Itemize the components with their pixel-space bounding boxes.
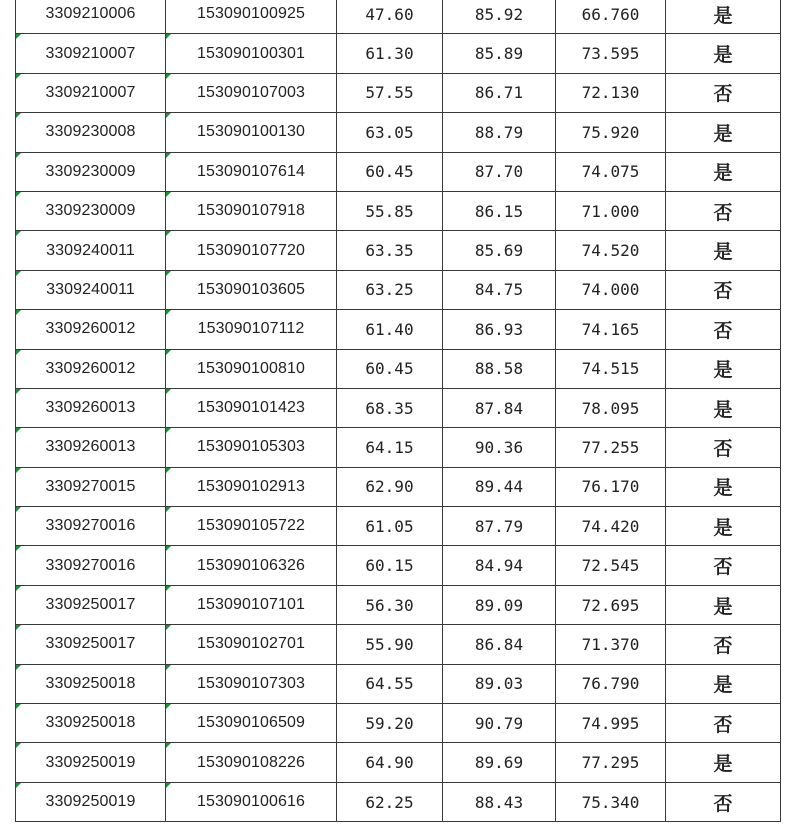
cell-flag[interactable]: 是 (666, 743, 781, 782)
cell-score-b[interactable]: 85.89 (443, 34, 556, 73)
cell-candidate-id[interactable]: 153090107101 (166, 585, 337, 624)
cell-flag[interactable]: 是 (666, 467, 781, 506)
cell-code[interactable]: 3309250018 (16, 704, 166, 743)
cell-score-a[interactable]: 61.40 (337, 310, 443, 349)
table-row (16, 782, 781, 821)
cell-total[interactable]: 74.075 (556, 152, 666, 191)
table-row (16, 73, 781, 112)
cell-total[interactable]: 74.000 (556, 270, 666, 309)
cell-code[interactable]: 3309260013 (16, 388, 166, 427)
cell-total[interactable]: 77.295 (556, 743, 666, 782)
cell-code[interactable]: 3309260012 (16, 349, 166, 388)
cell-score-b[interactable]: 85.69 (443, 231, 556, 270)
cell-total[interactable]: 76.790 (556, 664, 666, 703)
cell-score-b[interactable]: 84.94 (443, 546, 556, 585)
cell-candidate-id[interactable]: 153090107112 (166, 310, 337, 349)
cell-score-a[interactable]: 63.35 (337, 231, 443, 270)
cell-flag[interactable]: 否 (666, 428, 781, 467)
cell-code[interactable]: 3309250017 (16, 585, 166, 624)
cell-total[interactable]: 77.255 (556, 428, 666, 467)
cell-score-a[interactable]: 47.60 (337, 0, 443, 34)
table-row (16, 0, 781, 34)
cell-score-a[interactable]: 61.05 (337, 507, 443, 546)
cell-code[interactable]: 3309230009 (16, 191, 166, 230)
cell-flag[interactable]: 是 (666, 0, 781, 34)
cell-total[interactable]: 72.130 (556, 73, 666, 112)
cell-candidate-id[interactable]: 153090100301 (166, 34, 337, 73)
cell-total[interactable]: 72.545 (556, 546, 666, 585)
cell-score-b[interactable]: 90.36 (443, 428, 556, 467)
cell-flag[interactable]: 否 (666, 191, 781, 230)
table-row (16, 428, 781, 467)
cell-score-b[interactable]: 87.84 (443, 388, 556, 427)
cell-total[interactable]: 74.520 (556, 231, 666, 270)
cell-code[interactable]: 3309260012 (16, 310, 166, 349)
cell-flag[interactable]: 是 (666, 113, 781, 152)
table-row (16, 191, 781, 230)
cell-score-a[interactable]: 60.45 (337, 349, 443, 388)
cell-candidate-id[interactable]: 153090107918 (166, 191, 337, 230)
cell-candidate-id[interactable]: 153090100810 (166, 349, 337, 388)
cell-score-b[interactable]: 87.70 (443, 152, 556, 191)
table-row (16, 152, 781, 191)
cell-score-b[interactable]: 86.15 (443, 191, 556, 230)
cell-candidate-id[interactable]: 153090107303 (166, 664, 337, 703)
cell-candidate-id[interactable]: 153090108226 (166, 743, 337, 782)
cell-candidate-id[interactable]: 153090102913 (166, 467, 337, 506)
cell-score-a[interactable]: 59.20 (337, 704, 443, 743)
cell-score-a[interactable]: 55.85 (337, 191, 443, 230)
cell-score-b[interactable]: 86.71 (443, 73, 556, 112)
cell-total[interactable]: 76.170 (556, 467, 666, 506)
cell-code[interactable]: 3309250019 (16, 782, 166, 821)
cell-total[interactable]: 71.370 (556, 625, 666, 664)
cell-score-a[interactable]: 60.45 (337, 152, 443, 191)
table-row (16, 467, 781, 506)
cell-score-b[interactable]: 85.92 (443, 0, 556, 34)
cell-candidate-id[interactable]: 153090105722 (166, 507, 337, 546)
cell-score-a[interactable]: 64.15 (337, 428, 443, 467)
cell-score-a[interactable]: 55.90 (337, 625, 443, 664)
cell-total[interactable]: 74.515 (556, 349, 666, 388)
cell-score-a[interactable]: 60.15 (337, 546, 443, 585)
cell-total[interactable]: 73.595 (556, 34, 666, 73)
cell-score-a[interactable]: 61.30 (337, 34, 443, 73)
cell-score-b[interactable]: 88.79 (443, 113, 556, 152)
cell-flag[interactable]: 是 (666, 664, 781, 703)
cell-candidate-id[interactable]: 153090105303 (166, 428, 337, 467)
cell-code[interactable]: 3309210007 (16, 34, 166, 73)
table-row (16, 349, 781, 388)
cell-total[interactable]: 75.920 (556, 113, 666, 152)
table-row (16, 310, 781, 349)
cell-flag[interactable]: 是 (666, 585, 781, 624)
cell-score-b[interactable]: 90.79 (443, 704, 556, 743)
cell-score-a[interactable]: 64.55 (337, 664, 443, 703)
cell-score-b[interactable]: 87.79 (443, 507, 556, 546)
cell-score-a[interactable]: 62.25 (337, 782, 443, 821)
cell-flag[interactable]: 否 (666, 270, 781, 309)
cell-candidate-id[interactable]: 153090100616 (166, 782, 337, 821)
cell-flag[interactable]: 是 (666, 388, 781, 427)
cell-flag[interactable]: 否 (666, 625, 781, 664)
cell-code[interactable]: 3309270016 (16, 507, 166, 546)
cell-code[interactable]: 3309250019 (16, 743, 166, 782)
cell-total[interactable]: 75.340 (556, 782, 666, 821)
table-row (16, 113, 781, 152)
cell-total[interactable]: 74.165 (556, 310, 666, 349)
cell-score-b[interactable]: 89.69 (443, 743, 556, 782)
cell-code[interactable]: 3309250018 (16, 664, 166, 703)
cell-code[interactable]: 3309250017 (16, 625, 166, 664)
cell-candidate-id[interactable]: 153090106509 (166, 704, 337, 743)
cell-score-b[interactable]: 89.09 (443, 585, 556, 624)
table-row (16, 625, 781, 664)
cell-candidate-id[interactable]: 153090107003 (166, 73, 337, 112)
cell-code[interactable]: 3309260013 (16, 428, 166, 467)
cell-score-b[interactable]: 89.03 (443, 664, 556, 703)
table-row (16, 704, 781, 743)
cell-flag[interactable]: 是 (666, 152, 781, 191)
table-row (16, 270, 781, 309)
cell-flag[interactable]: 否 (666, 73, 781, 112)
cell-score-b[interactable]: 88.58 (443, 349, 556, 388)
table-row (16, 231, 781, 270)
cell-code[interactable]: 3309240011 (16, 270, 166, 309)
cell-candidate-id[interactable]: 153090106326 (166, 546, 337, 585)
cell-code[interactable]: 3309230009 (16, 152, 166, 191)
cell-code[interactable]: 3309210007 (16, 73, 166, 112)
cell-candidate-id[interactable]: 153090107614 (166, 152, 337, 191)
cell-score-a[interactable]: 56.30 (337, 585, 443, 624)
table-row (16, 743, 781, 782)
cell-candidate-id[interactable]: 153090101423 (166, 388, 337, 427)
cell-score-a[interactable]: 57.55 (337, 73, 443, 112)
cell-score-b[interactable]: 88.43 (443, 782, 556, 821)
cell-flag[interactable]: 是 (666, 507, 781, 546)
cell-flag[interactable]: 否 (666, 782, 781, 821)
cell-candidate-id[interactable]: 153090100130 (166, 113, 337, 152)
cell-code[interactable]: 3309210006 (16, 0, 166, 34)
cell-candidate-id[interactable]: 153090100925 (166, 0, 337, 34)
cell-candidate-id[interactable]: 153090107720 (166, 231, 337, 270)
cell-score-b[interactable]: 84.75 (443, 270, 556, 309)
cell-total[interactable]: 74.420 (556, 507, 666, 546)
table-row (16, 664, 781, 703)
cell-total[interactable]: 72.695 (556, 585, 666, 624)
cell-score-b[interactable]: 86.84 (443, 625, 556, 664)
table-body (16, 0, 781, 822)
cell-flag[interactable]: 否 (666, 310, 781, 349)
cell-flag[interactable]: 是 (666, 231, 781, 270)
cell-total[interactable]: 74.995 (556, 704, 666, 743)
table-row (16, 585, 781, 624)
table-row (16, 34, 781, 73)
cell-score-a[interactable]: 68.35 (337, 388, 443, 427)
cell-flag[interactable]: 是 (666, 349, 781, 388)
cell-total[interactable]: 66.760 (556, 0, 666, 34)
cell-total[interactable]: 78.095 (556, 388, 666, 427)
cell-total[interactable]: 71.000 (556, 191, 666, 230)
table-row (16, 507, 781, 546)
cell-candidate-id[interactable]: 153090102701 (166, 625, 337, 664)
table-row (16, 388, 781, 427)
cell-score-a[interactable]: 63.05 (337, 113, 443, 152)
table-row (16, 546, 781, 585)
cell-flag[interactable]: 是 (666, 34, 781, 73)
cell-code[interactable]: 3309270015 (16, 467, 166, 506)
cell-score-a[interactable]: 63.25 (337, 270, 443, 309)
cell-score-a[interactable]: 64.90 (337, 743, 443, 782)
cell-code[interactable]: 3309270016 (16, 546, 166, 585)
cell-candidate-id[interactable]: 153090103605 (166, 270, 337, 309)
cell-score-b[interactable]: 86.93 (443, 310, 556, 349)
cell-code[interactable]: 3309230008 (16, 113, 166, 152)
cell-flag[interactable]: 否 (666, 704, 781, 743)
cell-score-a[interactable]: 62.90 (337, 467, 443, 506)
cell-flag[interactable]: 否 (666, 546, 781, 585)
cell-code[interactable]: 3309240011 (16, 231, 166, 270)
results-table (15, 0, 781, 822)
cell-score-b[interactable]: 89.44 (443, 467, 556, 506)
